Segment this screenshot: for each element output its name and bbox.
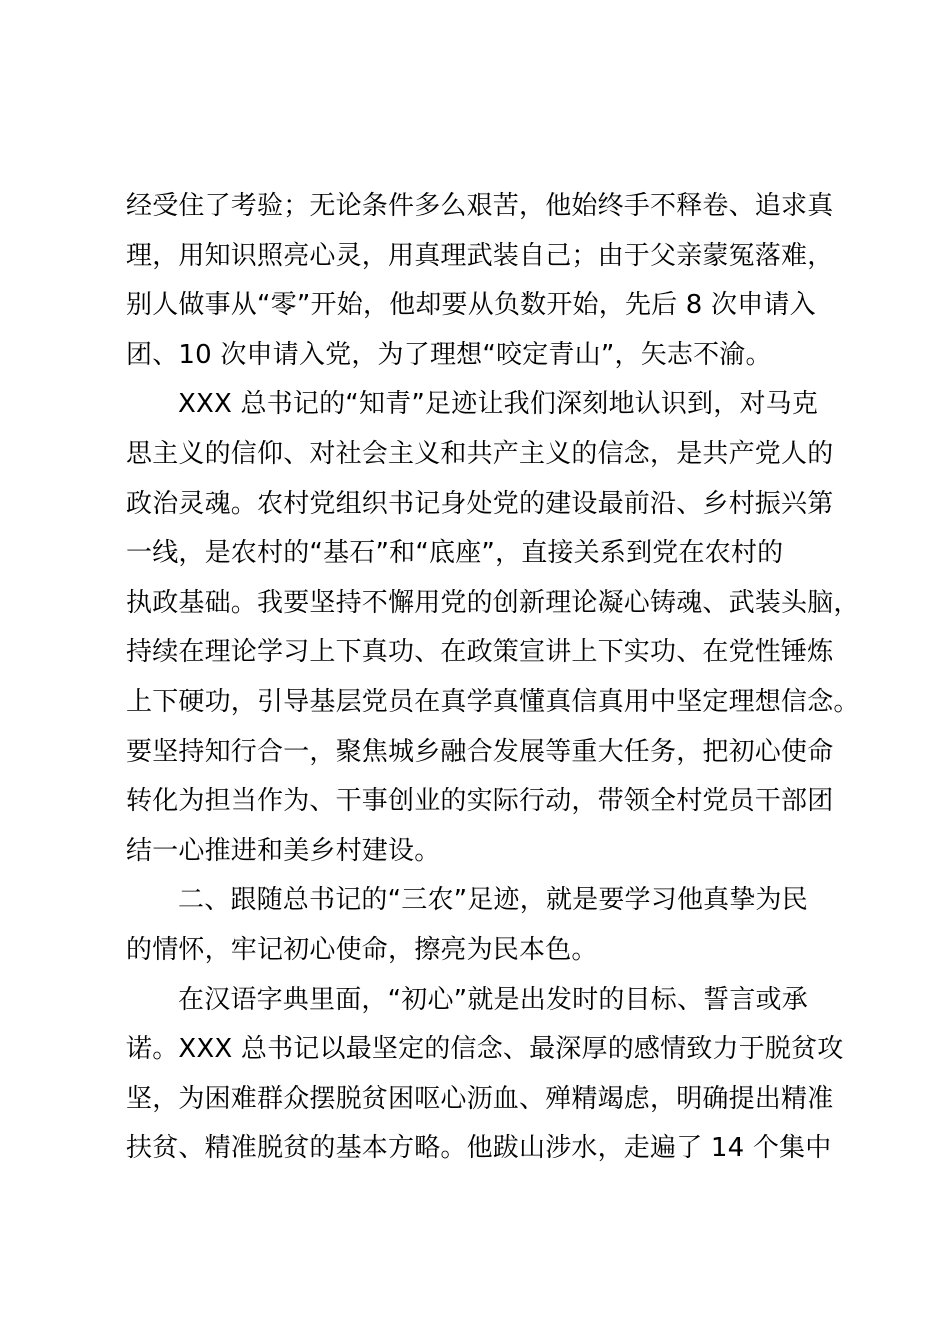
text-line: 结一心推进和美乡村建设。 bbox=[126, 835, 441, 866]
text-line: 要坚持知行合一，聚焦城乡融合发展等重大任务，把初心使命 bbox=[126, 736, 834, 767]
paragraph-first-line: 在汉语字典里面，“初心”就是出发时的目标、誓言或承 bbox=[178, 984, 808, 1015]
document-body bbox=[126, 182, 860, 1174]
text-line: 理，用知识照亮心灵，用真理武装自己；由于父亲蒙冤落难， bbox=[126, 240, 834, 271]
section-heading-line: 的情怀，牢记初心使命，擦亮为民本色。 bbox=[126, 934, 598, 965]
text-line: 团、10 次申请入党，为了理想“咬定青山”，矢志不渝。 bbox=[126, 339, 772, 370]
text-line: 上下硬功，引导基层党员在真学真懂真信真用中坚定理想信念。 bbox=[126, 686, 860, 717]
text-line: 持续在理论学习上下真功、在政策宣讲上下实功、在党性锤炼 bbox=[126, 637, 834, 668]
section-heading-line: 二、跟随总书记的“三农”足迹，就是要学习他真挚为民 bbox=[178, 885, 808, 916]
text-line: 诺。XXX 总书记以最坚定的信念、最深厚的感情致力于脱贫攻 bbox=[126, 1034, 844, 1065]
text-line: 经受住了考验；无论条件多么艰苦，他始终手不释卷、追求真 bbox=[126, 191, 834, 221]
text-line: 扶贫、精准脱贫的基本方略。他跋山涉水，走遍了 14 个集中 bbox=[126, 1133, 832, 1164]
text-line: 转化为担当作为、干事创业的实际行动，带领全村党员干部团 bbox=[126, 786, 834, 817]
text-line: 执政基础。我要坚持不懈用党的创新理论凝心铸魂、武装头脑， bbox=[126, 587, 860, 618]
text-line: 思主义的信仰、对社会主义和共产主义的信念，是共产党人的 bbox=[126, 438, 834, 469]
text-line: 政治灵魂。农村党组织书记身处党的建设最前沿、乡村振兴第 bbox=[126, 488, 834, 519]
text-line: 坚，为困难群众摆脱贫困呕心沥血、殚精竭虑，明确提出精准 bbox=[126, 1083, 834, 1114]
text-line: 一线，是农村的“基石”和“底座”，直接关系到党在农村的 bbox=[126, 538, 784, 569]
paragraph-first-line: XXX 总书记的“知青”足迹让我们深刻地认识到，对马克 bbox=[178, 389, 819, 420]
text-line: 别人做事从“零”开始，他却要从负数开始，先后 8 次申请入 bbox=[126, 290, 816, 321]
